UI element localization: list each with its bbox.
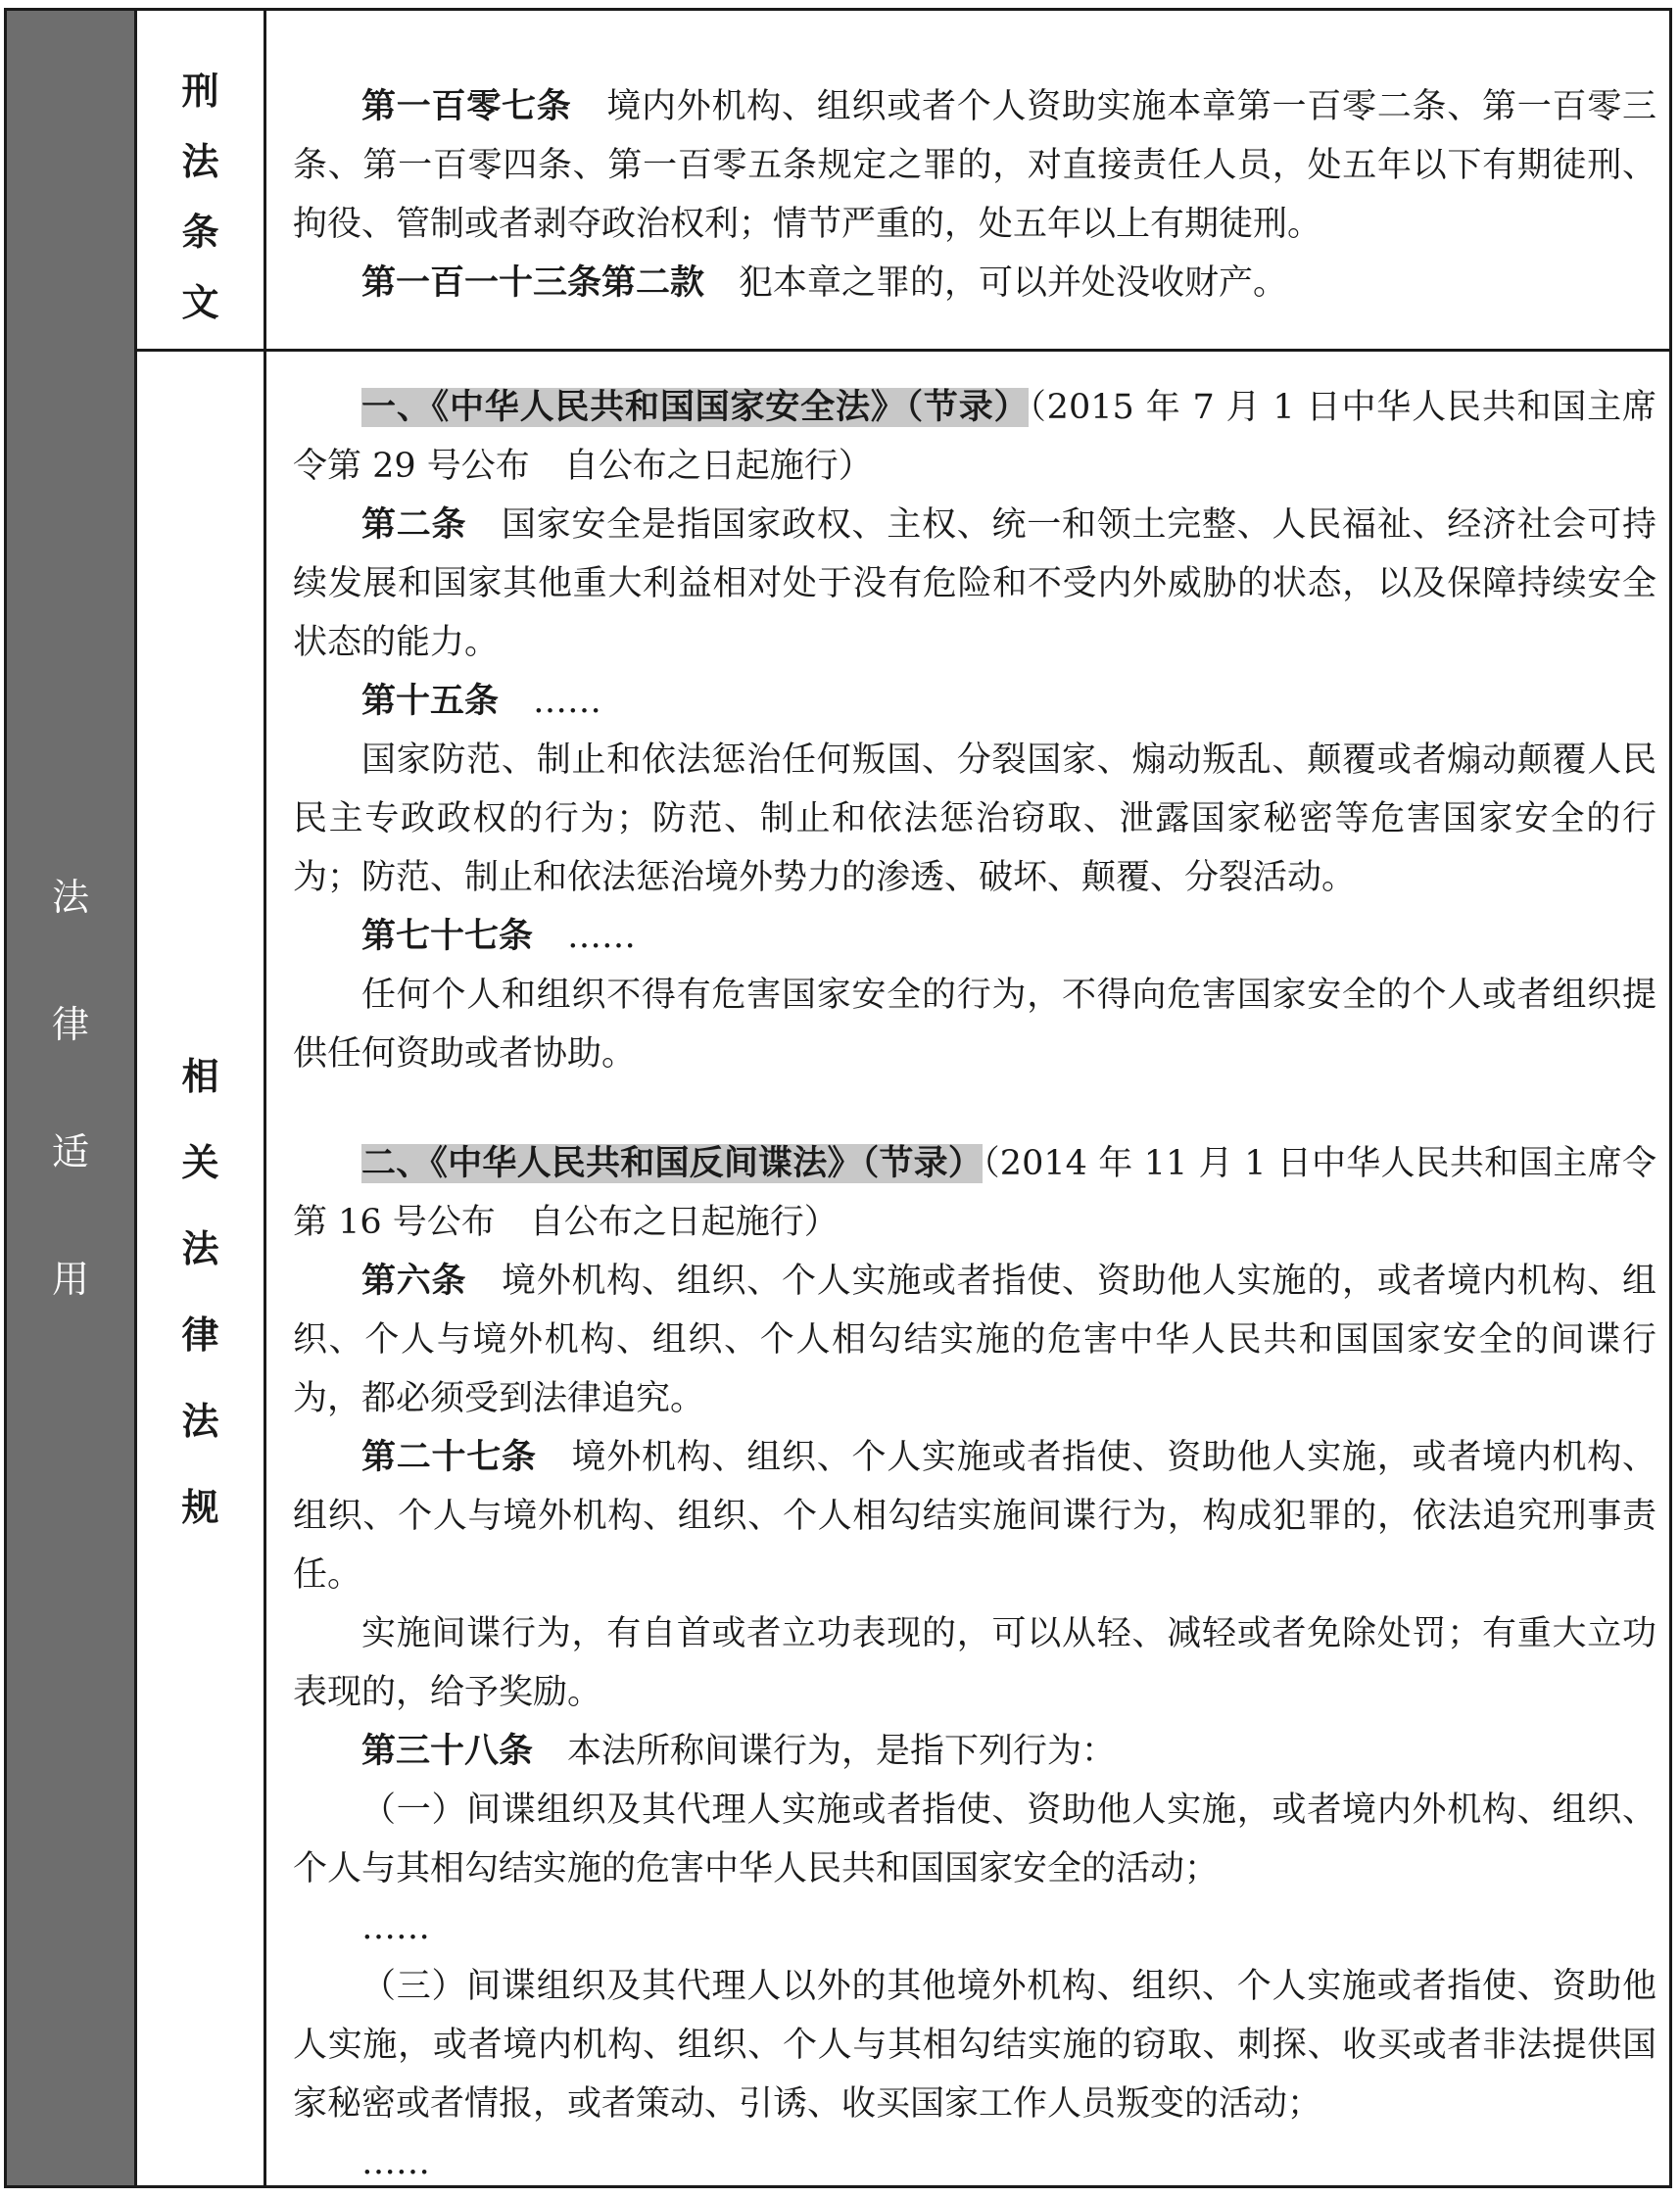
article-body: 国家防范、制止和依法惩治任何叛国、分裂国家、煽动叛乱、颠覆或者煽动颠覆人民民主专政政权的行为；防范、制止和依法惩治窃取、泄露国家秘密等危害国家安全的行为；防范、制止和依法惩治境外势力的渗透、破坏、颠覆、分裂活动。 <box>293 741 1656 897</box>
section-gap <box>293 1083 1656 1134</box>
list-item: （三）间谍组织及其代理人以外的其他境外机构、组织、个人实施或者指使、资助他人实施，或者境内机构、组织、个人与其相勾结实施的窃取、刺探、收买或者非法提供国家秘密或者情报，或者策动、引诱、收买国家工作人员叛变的活动； <box>293 1967 1656 2124</box>
article-title: 第二条 <box>361 505 467 545</box>
article-title: 第二十七条 <box>361 1438 537 1477</box>
law-heading-paragraph <box>293 1134 1656 1252</box>
article-title: 第十五条 <box>361 682 500 721</box>
article-body: 境外机构、组织、个人实施或者指使、资助他人实施，或者境内机构、组织、个人与境外机构、组织、个人相勾结实施间谍行为，构成犯罪的，依法追究刑事责任。 <box>293 1438 1656 1595</box>
article-body: 境外机构、组织、个人实施或者指使、资助他人实施的，或者境内机构、组织、个人与境外机构、组织、个人相勾结实施的危害中华人民共和国国家安全的间谍行为，都必须受到法律追究。 <box>293 1262 1656 1418</box>
law-table <box>4 8 1672 2188</box>
article-paragraph <box>293 496 1656 672</box>
article-paragraph <box>293 907 1656 966</box>
side-title-char: 用 <box>51 1258 89 1301</box>
criminal-law-label <box>137 56 264 338</box>
article-title: 第三十八条 <box>361 1732 534 1771</box>
law-heading: 二、《中华人民共和国反间谍法》（节录） <box>361 1144 984 1183</box>
ellipsis: …… <box>361 1908 430 1947</box>
side-title-char: 适 <box>51 1130 89 1173</box>
label-char: 刑 <box>181 70 219 113</box>
related-laws-label <box>137 1033 264 1551</box>
ellipsis: …… <box>533 682 602 721</box>
related-laws-content <box>293 378 1656 2192</box>
article-body: 实施间谍行为，有自首或者立功表现的，可以从轻、减轻或者免除处罚；有重大立功表现的，给予奖励。 <box>293 1614 1656 1712</box>
side-title <box>7 834 134 1343</box>
label-char: 相 <box>181 1055 219 1098</box>
side-title-char: 法 <box>51 876 89 919</box>
article-title: 第一百零七条 <box>361 87 572 126</box>
article-title: 第七十七条 <box>361 917 534 956</box>
criminal-law-content <box>293 77 1656 312</box>
article-body: 国家安全是指国家政权、主权、统一和领土完整、人民福祉、经济社会可持续发展和国家其他重大利益相对处于没有危险和不受内外威胁的状态，以及保障持续安全状态的能力。 <box>293 505 1656 662</box>
law-heading-paragraph <box>293 378 1656 496</box>
article-body: 境内外机构、组织或者个人资助实施本章第一百零二条、第一百零三条、第一百零四条、第一百零五条规定之罪的，对直接责任人员，处五年以下有期徒刑、拘役、管制或者剥夺政治权利；情节严重的，处五年以上有期徒刑。 <box>293 87 1656 244</box>
label-char: 条 <box>181 211 219 254</box>
law-source: （2015 年 7 月 1 日中华人民共和国主席令第 29 号公布 自公布之日起施行） <box>293 388 1656 486</box>
article-paragraph <box>293 1722 1656 1781</box>
article-paragraph <box>293 254 1656 312</box>
law-source: （2014 年 11 月 1 日中华人民共和国主席令第 16 号公布 自公布之日起施行） <box>293 1144 1656 1242</box>
list-item: （一）间谍组织及其代理人实施或者指使、资助他人实施，或者境内外机构、组织、个人与其相勾结实施的危害中华人民共和国国家安全的活动； <box>293 1791 1656 1888</box>
label-char: 法 <box>181 1400 219 1443</box>
side-column <box>7 11 137 2185</box>
article-paragraph <box>293 1428 1656 1604</box>
side-title-char: 律 <box>51 1003 89 1046</box>
label-char: 法 <box>181 140 219 183</box>
label-char: 规 <box>181 1486 219 1529</box>
article-title: 第一百一十三条第二款 <box>361 263 705 303</box>
label-char: 律 <box>181 1314 219 1357</box>
article-body: 犯本章之罪的，可以并处没收财产。 <box>739 263 1288 303</box>
law-heading: 一、《中华人民共和国国家安全法》（节录） <box>361 388 1030 427</box>
ellipsis: …… <box>567 917 637 956</box>
article-paragraph <box>293 1252 1656 1428</box>
ellipsis: …… <box>361 2143 430 2182</box>
article-paragraph <box>293 77 1656 254</box>
label-char: 文 <box>181 281 219 324</box>
article-title: 第六条 <box>361 1262 467 1301</box>
article-paragraph <box>293 672 1656 731</box>
article-body: 本法所称间谍行为，是指下列行为： <box>567 1732 1117 1771</box>
label-char: 法 <box>181 1227 219 1270</box>
article-body: 任何个人和组织不得有危害国家安全的行为，不得向危害国家安全的个人或者组织提供任何资助或者协助。 <box>293 976 1656 1074</box>
label-char: 关 <box>181 1141 219 1184</box>
